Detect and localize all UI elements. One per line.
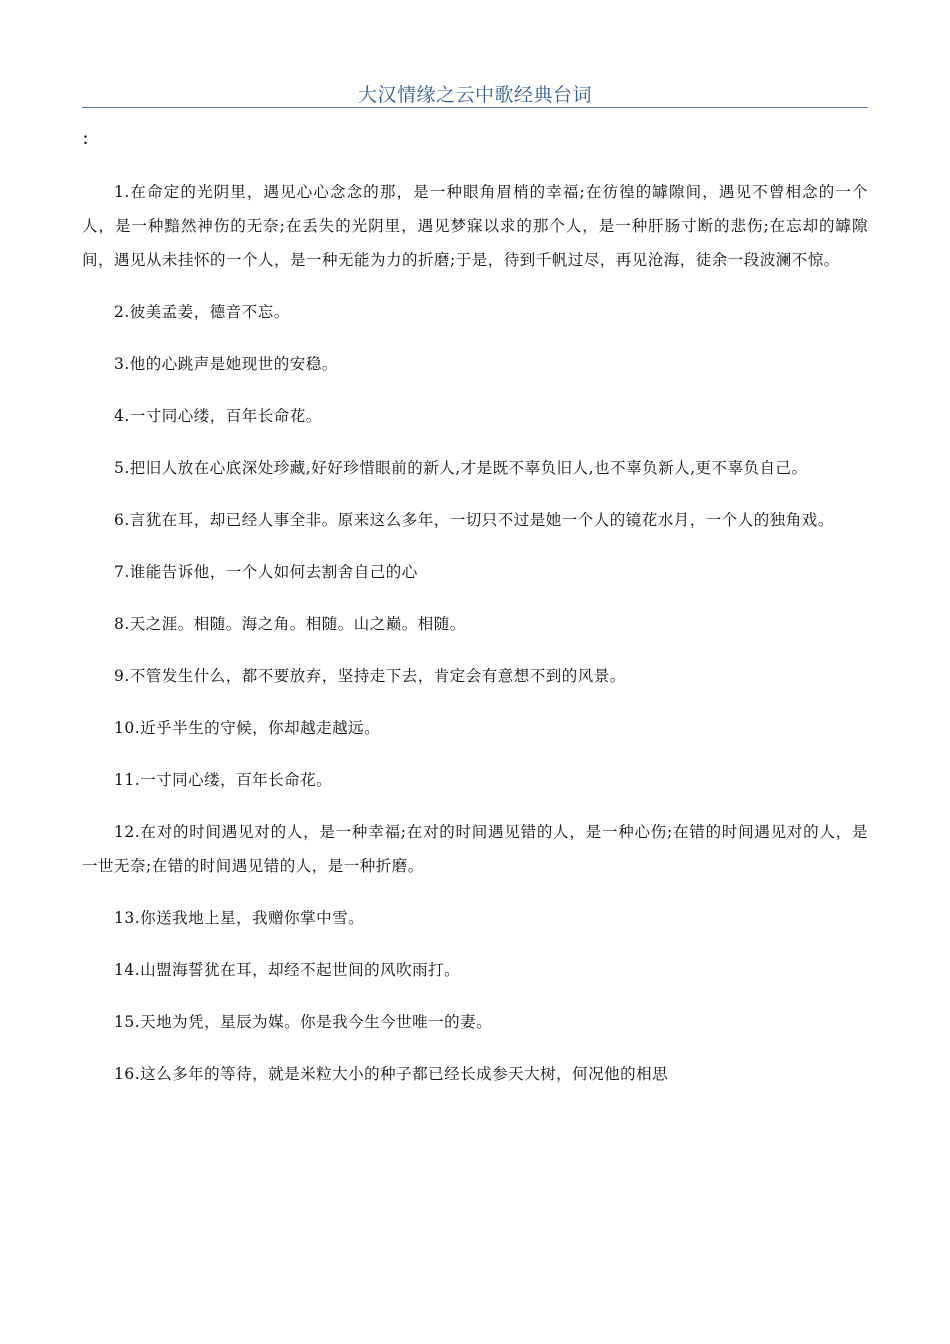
quote-paragraph-8: 8.天之涯。相随。海之角。相随。山之巅。相随。: [114, 615, 466, 633]
quote-paragraph-15: 15.天地为凭，星辰为媒。你是我今生今世唯一的妻。: [114, 1013, 493, 1031]
title-divider: [82, 107, 868, 108]
quote-paragraph-13: 13.你送我地上星，我赠你掌中雪。: [114, 909, 365, 927]
quote-paragraph-9: 9.不管发生什么，都不要放弃，坚持走下去，肯定会有意想不到的风景。: [114, 667, 626, 685]
quote-paragraph-6: 6.言犹在耳，却已经人事全非。原来这么多年，一切只不过是她一个人的镜花水月，一个人的独角戏。: [114, 511, 834, 529]
quote-paragraph-10: 10.近乎半生的守候，你却越走越远。: [114, 719, 381, 737]
quote-paragraph-2: 2.彼美孟姜，德音不忘。: [114, 303, 290, 321]
quote-paragraph-4: 4.一寸同心缕，百年长命花。: [114, 407, 322, 425]
quote-paragraph-7: 7.谁能告诉他，一个人如何去割舍自己的心: [114, 563, 418, 581]
quote-paragraph-5: 5.把旧人放在心底深处珍藏,好好珍惜眼前的新人,才是既不辜负旧人,也不辜负新人,更不辜负自己。: [114, 459, 808, 477]
quote-paragraph-12: 12.在对的时间遇见对的人，是一种幸福;在对的时间遇见错的人，是一种心伤;在错的时间遇见对的人，是一世无奈;在错的时间遇见错的人，是一种折磨。: [82, 823, 868, 875]
quote-paragraph-11: 11.一寸同心缕，百年长命花。: [114, 771, 333, 789]
quote-paragraph-14: 14.山盟海誓犹在耳，却经不起世间的风吹雨打。: [114, 961, 461, 979]
quote-paragraph-16: 16.这么多年的等待，就是米粒大小的种子都已经长成参天大树，何况他的相思: [114, 1065, 669, 1083]
intro-colon: ：: [82, 130, 98, 148]
document-body: [82, 175, 868, 1109]
quote-paragraph-3: 3.他的心跳声是她现世的安稳。: [114, 355, 338, 373]
page-title: 大汉情缘之云中歌经典台词: [357, 84, 592, 106]
quote-paragraph-1: 1.在命定的光阴里，遇见心心念念的那，是一种眼角眉梢的幸福;在彷徨的罅隙间，遇见不曾相念的一个人，是一种黯然神伤的无奈;在丢失的光阴里，遇见梦寐以求的那个人，是一种肝肠寸断的悲伤;在忘却的罅隙间，遇见从未挂怀的一个人，是一种无能为力的折磨;于是，待到千帆过尽，再见沧海，徒余一段波澜不惊。: [82, 183, 868, 269]
